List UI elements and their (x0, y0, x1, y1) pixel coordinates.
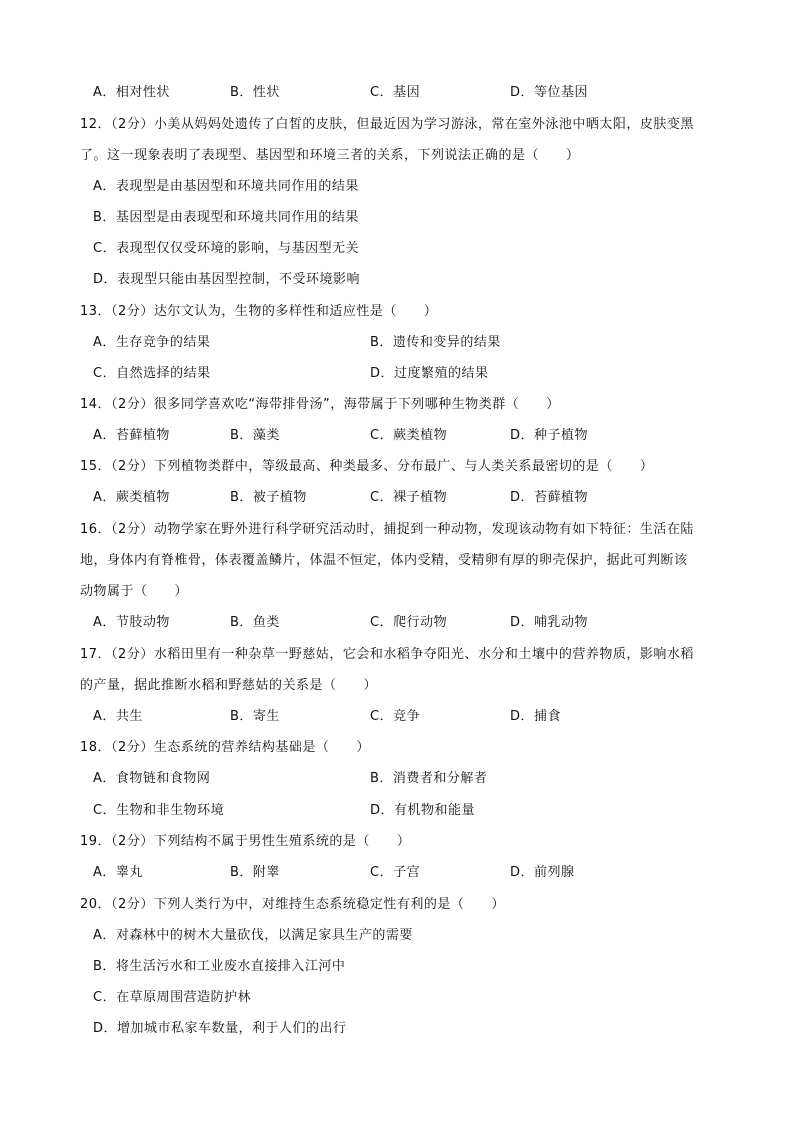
q18-stem: 18．（2分）生态系统的营养结构基础是（ ） (80, 740, 370, 755)
q17-option-c[interactable]: C．竞争 (370, 709, 421, 724)
q12-option-a[interactable]: A．表现型是由基因型和环境共同作用的结果 (93, 179, 359, 194)
q12-option-d[interactable]: D．表现型只能由基因型控制，不受环境影响 (93, 272, 361, 287)
q16-option-d[interactable]: D．哺乳动物 (510, 615, 589, 630)
q12-stem: 12．（2分）小美从妈妈处遗传了白皙的皮肤，但最近因为学习游泳，常在室外泳池中晒太阳，皮肤变黑 (80, 117, 694, 132)
q11-option-b[interactable]: B．性状 (230, 85, 280, 100)
q17-stem-cont: 的产量，据此推断水稻和野慈姑的关系是（ ） (80, 678, 378, 693)
q15-stem: 15．（2分）下列植物类群中，等级最高、种类最多、分布最广、与人类关系最密切的是（ ） (80, 459, 654, 474)
q16-stem: 16．（2分）动物学家在野外进行科学研究活动时，捕捉到一种动物，发现该动物有如下特征：生活在陆 (80, 522, 694, 537)
q20-option-c[interactable]: C．在草原周围营造防护林 (93, 990, 252, 1005)
q11-option-d[interactable]: D．等位基因 (510, 85, 589, 100)
q15-option-b[interactable]: B．被子植物 (230, 490, 307, 505)
q19-option-a[interactable]: A．睾丸 (93, 865, 143, 880)
q14-option-d[interactable]: D．种子植物 (510, 428, 589, 443)
q11-option-c[interactable]: C．基因 (370, 85, 421, 100)
q13-option-c[interactable]: C．自然选择的结果 (93, 366, 211, 381)
q20-option-b[interactable]: B．将生活污水和工业废水直接排入江河中 (93, 959, 346, 974)
q15-option-a[interactable]: A．蕨类植物 (93, 490, 170, 505)
q15-option-d[interactable]: D．苔藓植物 (510, 490, 589, 505)
q16-stem-cont2: 动物属于（ ） (80, 584, 189, 599)
q13-option-d[interactable]: D．过度繁殖的结果 (370, 366, 489, 381)
q16-option-c[interactable]: C．爬行动物 (370, 615, 448, 630)
q12-option-b[interactable]: B．基因型是由表现型和环境共同作用的结果 (93, 210, 359, 225)
q17-option-d[interactable]: D．捕食 (510, 709, 562, 724)
q18-option-b[interactable]: B．消费者和分解者 (370, 771, 488, 786)
q14-option-a[interactable]: A．苔藓植物 (93, 428, 170, 443)
q15-option-c[interactable]: C．裸子植物 (370, 490, 448, 505)
q19-option-c[interactable]: C．子宫 (370, 865, 421, 880)
q18-option-d[interactable]: D．有机物和能量 (370, 803, 476, 818)
q17-option-a[interactable]: A．共生 (93, 709, 143, 724)
q17-option-b[interactable]: B．寄生 (230, 709, 280, 724)
q16-option-a[interactable]: A．节肢动物 (93, 615, 170, 630)
q14-option-b[interactable]: B．藻类 (230, 428, 280, 443)
q17-stem: 17．（2分）水稻田里有一种杂草一野慈姑，它会和水稻争夺阳光、水分和土壤中的营养物质，影响水稻 (80, 647, 694, 662)
q18-option-a[interactable]: A．食物链和食物网 (93, 771, 211, 786)
q14-stem: 14．（2分）很多同学喜欢吃“海带排骨汤”，海带属于下列哪种生物类群（ ） (80, 397, 560, 412)
q12-option-c[interactable]: C．表现型仅仅受环境的影响，与基因型无关 (93, 241, 360, 256)
q14-option-c[interactable]: C．蕨类植物 (370, 428, 448, 443)
q16-stem-cont: 地，身体内有脊椎骨，体表覆盖鳞片，体温不恒定，体内受精，受精卵有厚的卵壳保护，据此可判断该 (80, 553, 688, 568)
q18-option-c[interactable]: C．生物和非生物环境 (93, 803, 225, 818)
q13-option-a[interactable]: A．生存竞争的结果 (93, 335, 211, 350)
q12-stem-cont: 了。这一现象表明了表现型、基因型和环境三者的关系，下列说法正确的是（ ） (80, 148, 580, 163)
q20-option-a[interactable]: A．对森林中的树木大量砍伐，以满足家具生产的需要 (93, 928, 413, 943)
q19-option-d[interactable]: D．前列腺 (510, 865, 575, 880)
q19-stem: 19．（2分）下列结构不属于男性生殖系统的是（ ） (80, 834, 411, 849)
q20-option-d[interactable]: D．增加城市私家车数量，利于人们的出行 (93, 1021, 347, 1036)
q13-option-b[interactable]: B．遗传和变异的结果 (370, 335, 501, 350)
q11-option-a[interactable]: A．相对性状 (93, 85, 170, 100)
q19-option-b[interactable]: B．附睾 (230, 865, 280, 880)
q16-option-b[interactable]: B．鱼类 (230, 615, 280, 630)
q20-stem: 20．（2分）下列人类行为中，对维持生态系统稳定性有利的是（ ） (80, 897, 505, 912)
q13-stem: 13．（2分）达尔文认为，生物的多样性和适应性是（ ） (80, 304, 438, 319)
